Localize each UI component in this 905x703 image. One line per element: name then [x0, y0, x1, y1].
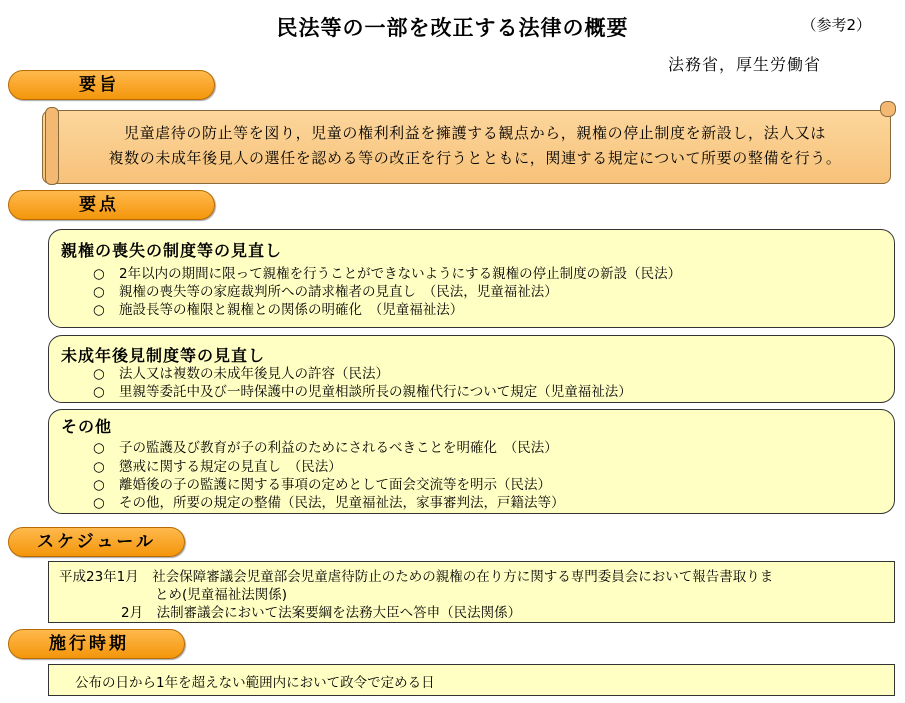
list-item: ○ 親権の喪失等の家庭裁判所への請求権者の見直し （民法，児童福祉法）: [93, 284, 558, 300]
group-heading: その他: [61, 417, 113, 436]
list-item: ○ 法人又は複数の未成年後見人の許容（民法）: [93, 366, 389, 382]
bullet-icon: ○: [93, 495, 105, 511]
list-item: ○ 里親等委託中及び一時保護中の児童相談所長の親権代行について規定（児童福祉法）: [93, 384, 632, 400]
bullet-icon: ○: [93, 284, 105, 300]
list-item: ○ 施設長等の権限と親権との関係の明確化 （児童福祉法）: [93, 302, 464, 318]
enforcement-text: 公布の日から1年を超えない範囲内において政令で定める日: [75, 675, 435, 691]
bullet-icon: ○: [93, 302, 105, 318]
group-heading: 未成年後見制度等の見直し: [61, 346, 266, 365]
ministry-label: 法務省，厚生労働省: [668, 55, 822, 74]
list-item: ○ 離婚後の子の監護に関する事項の定めとして面会交流等を明示（民法）: [93, 477, 551, 493]
summary-line: 複数の未成年後見人の選任を認める等の改正を行うとともに，関連する規定について所要の整備を行う。: [108, 149, 842, 167]
enforcement-box: [48, 664, 895, 696]
list-item: ○ その他，所要の規定の整備（民法，児童福祉法，家事審判法，戸籍法等）: [93, 495, 565, 511]
points-heading: 要点: [8, 190, 215, 220]
points-box-parental-rights: [48, 229, 895, 328]
schedule-line: とめ(児童福祉法関係): [155, 587, 288, 603]
list-item: ○ 懲戒に関する規定の見直し （民法）: [93, 459, 342, 475]
reference-label: （参考2）: [801, 16, 871, 34]
schedule-line: 2月 法制審議会において法案要綱を法務大臣へ答申（民法関係）: [121, 605, 522, 621]
schedule-box: [48, 561, 895, 623]
group-heading: 親権の喪失の制度等の見直し: [61, 241, 283, 260]
bullet-icon: ○: [93, 366, 105, 382]
enforcement-heading: 施行時期: [8, 629, 185, 659]
bullet-icon: ○: [93, 384, 105, 400]
points-box-guardianship: [48, 335, 895, 403]
bullet-icon: ○: [93, 459, 105, 475]
summary-heading: 要旨: [8, 70, 215, 100]
summary-line: 児童虐待の防止等を図り，児童の権利利益を擁護する観点から，親権の停止制度を新設し，法人又は: [123, 124, 826, 142]
schedule-line: 平成23年1月 社会保障審議会児童部会児童虐待防止のための親権の在り方に関する専門委員会において報告書取りま: [59, 569, 774, 585]
bullet-icon: ○: [93, 477, 105, 493]
bullet-icon: ○: [93, 440, 105, 456]
bullet-icon: ○: [93, 266, 105, 282]
list-item: ○ 子の監護及び教育が子の利益のためにされるべきことを明確化 （民法）: [93, 440, 558, 456]
page-title: 民法等の一部を改正する法律の概要: [276, 16, 629, 40]
points-box-other: [48, 409, 895, 514]
schedule-heading: スケジュール: [8, 527, 185, 557]
list-item: ○ 2年以内の期間に限って親権を行うことができないようにする親権の停止制度の新設（民法）: [93, 266, 682, 282]
summary-scroll: [42, 110, 891, 184]
summary-text: [65, 121, 885, 171]
